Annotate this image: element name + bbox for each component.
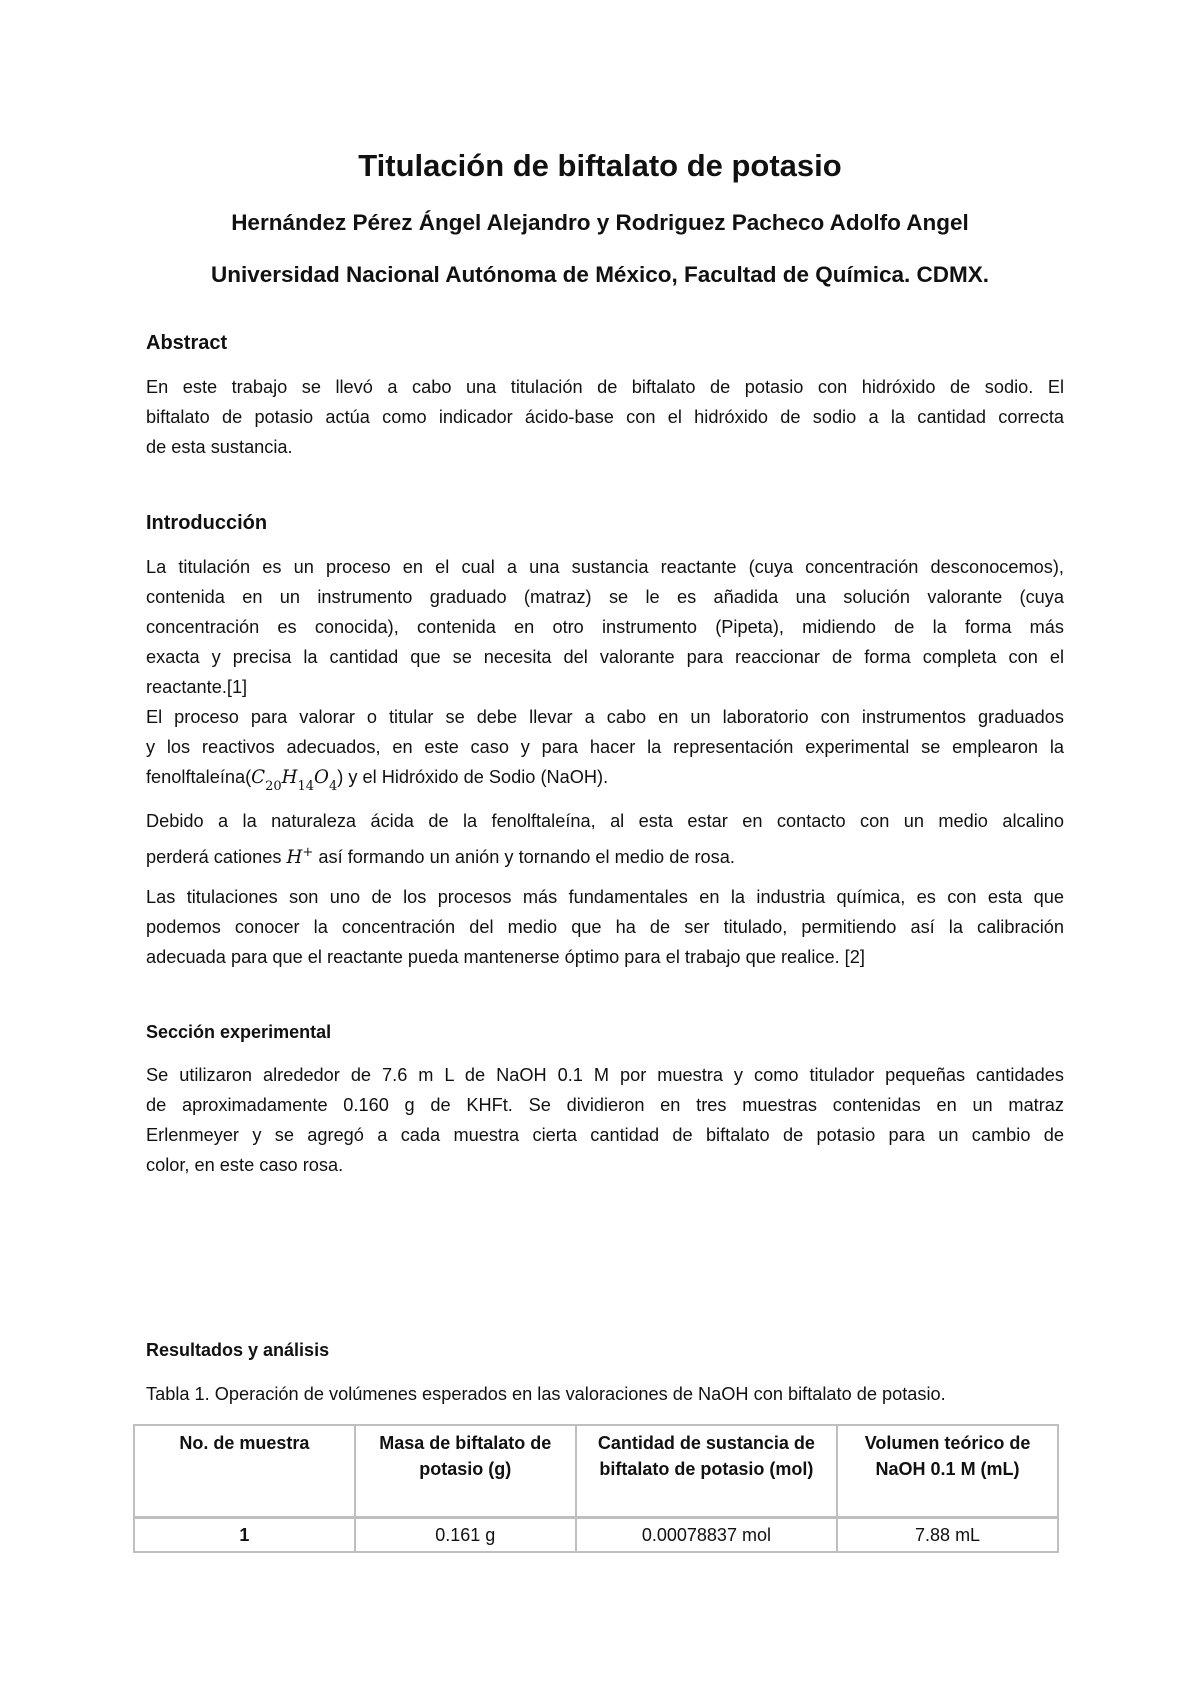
ion-charge: +: [302, 845, 314, 860]
abstract-line: biftalato de potasio actúa como indicador ácido-base con el hidróxido de sodio a la cantidad correcta: [146, 407, 1064, 427]
intro-paragraph-1: [146, 552, 1064, 702]
intro-line-ion: [146, 836, 1064, 870]
formula-h: H: [281, 767, 298, 788]
intro-line: podemos conocer la concentración del medio que ha de ser titulado, permitiendo así la calibración: [146, 917, 1064, 937]
intro-paragraph-2: [146, 702, 1064, 792]
results-table: [133, 1424, 1059, 1553]
page-title: Titulación de biftalato de potasio: [358, 148, 842, 183]
intro-line-formula: [146, 762, 1064, 792]
intro-heading: Introducción: [146, 512, 268, 534]
abstract-text: [146, 372, 1064, 462]
intro-line: Debido a la naturaleza ácida de la fenolftaleína, al esta estar en contacto con un medio alcalino: [146, 811, 1064, 831]
table-cell: 1: [134, 1518, 355, 1553]
intro-line: contenida en un instrumento graduado (matraz) se le es añadida una solución valorante (cuya: [146, 587, 1064, 607]
table-header-cell: No. de muestra: [134, 1425, 355, 1518]
table-header-cell: Volumen teórico de NaOH 0.1 M (mL): [837, 1425, 1058, 1518]
intro-line: exacta y precisa la cantidad que se necesita del valorante para reaccionar de forma completa con el: [146, 647, 1064, 667]
intro-line: adecuada para que el reactante pueda mantenerse óptimo para el trabajo que realice. [2]: [146, 947, 865, 967]
experimental-line: color, en este caso rosa.: [146, 1155, 344, 1175]
abstract-heading: Abstract: [146, 332, 228, 354]
formula-suffix: ) y el Hidróxido de Sodio (NaOH).: [337, 767, 609, 787]
formula-o-sub: 4: [328, 779, 338, 794]
intro-line: concentración es conocida), contenida en otro instrumento (Pipeta), midiendo de la forma más: [146, 617, 1064, 637]
authors: Hernández Pérez Ángel Alejandro y Rodriguez Pacheco Adolfo Angel: [231, 210, 969, 235]
intro-line: y los reactivos adecuados, en este caso y para hacer la representación experimental se emplearon la: [146, 737, 1064, 757]
table-row: [134, 1518, 1058, 1553]
table-cell: 7.88 mL: [837, 1518, 1058, 1553]
hydrogen-ion: [287, 847, 314, 868]
ion-suffix: así formando un anión y tornando el medio de rosa.: [313, 847, 735, 868]
experimental-line: Erlenmeyer y se agregó a cada muestra cierta cantidad de biftalato de potasio para un cambio de: [146, 1125, 1064, 1145]
affiliation: Universidad Nacional Autónoma de México, Facultad de Química. CDMX.: [210, 262, 990, 287]
intro-paragraph-3: [146, 806, 1064, 870]
table-caption: Tabla 1. Operación de volúmenes esperados en las valoraciones de NaOH con biftalato de potasio.: [146, 1384, 946, 1404]
experimental-text: [146, 1060, 1064, 1180]
intro-line: reactante.[1]: [146, 677, 248, 697]
intro-line: El proceso para valorar o titular se debe llevar a cabo en un laboratorio con instrumentos graduados: [146, 707, 1064, 727]
table-cell: 0.00078837 mol: [576, 1518, 837, 1553]
experimental-line: de aproximadamente 0.160 g de KHFt. Se dividieron en tres muestras contenidas en un matraz: [146, 1095, 1064, 1115]
intro-line: La titulación es un proceso en el cual a una sustancia reactante (cuya concentración desconocemos),: [146, 557, 1064, 577]
formula-c: C: [251, 767, 266, 788]
abstract-line: de esta sustancia.: [146, 437, 293, 457]
intro-paragraph-4: [146, 882, 1064, 972]
formula-h-sub: 14: [297, 779, 315, 794]
experimental-heading: Sección experimental: [146, 1022, 332, 1042]
abstract-line: En este trabajo se llevó a cabo una titulación de biftalato de potasio con hidróxido de sodio. El: [146, 377, 1064, 397]
results-heading: Resultados y análisis: [146, 1340, 330, 1360]
table-header-cell: Cantidad de sustancia de biftalato de potasio (mol): [576, 1425, 837, 1518]
experimental-line: Se utilizaron alrededor de 7.6 m L de NaOH 0.1 M por muestra y como titulador pequeñas cantidades: [146, 1065, 1064, 1085]
ion-prefix: perderá cationes: [146, 847, 287, 868]
table-header-cell: Masa de biftalato de potasio (g): [355, 1425, 576, 1518]
formula-c-sub: 20: [265, 779, 282, 794]
phenolphthalein-formula: [251, 767, 338, 794]
intro-line: Las titulaciones son uno de los procesos más fundamentales en la industria química, es con esta que: [146, 887, 1064, 907]
formula-prefix: fenolftaleína(: [146, 767, 252, 787]
formula-o: O: [314, 767, 329, 788]
table-cell: 0.161 g: [355, 1518, 576, 1553]
ion-symbol: H: [286, 847, 303, 869]
table-header-row: [134, 1425, 1058, 1518]
